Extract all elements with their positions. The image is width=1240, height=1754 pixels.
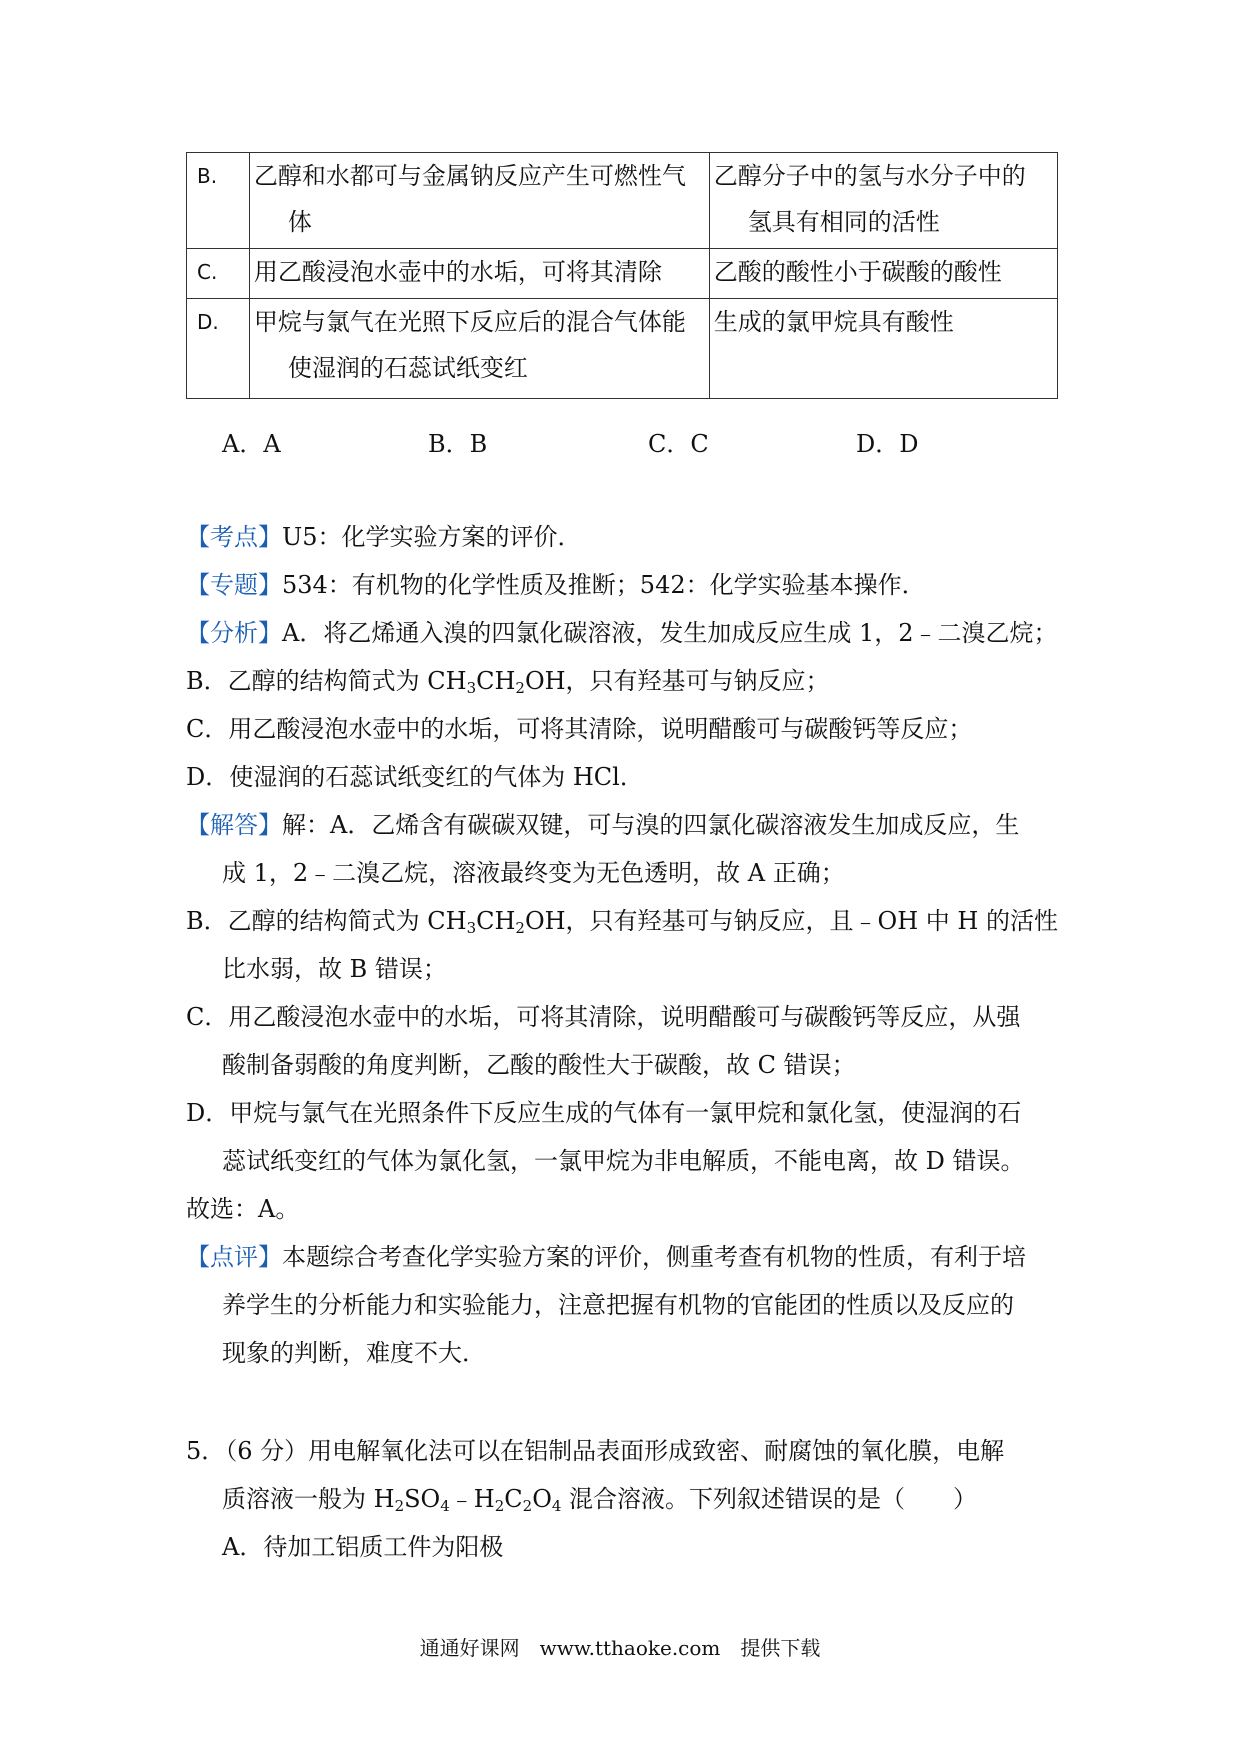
- fenxi-line-c: C．用乙酸浸泡水壶中的水垢，可将其清除，说明醋酸可与碳酸钙等反应；: [186, 715, 973, 743]
- jieda-text: 解：A．乙烯含有碳碳双键，可与溴的四氯化碳溶液发生加成反应，生: [282, 811, 1020, 839]
- subscript: 3: [466, 679, 477, 697]
- jieda-line-8: 蕊试纸变红的气体为氯化氢，一氯甲烷为非电解质，不能电离，故 D 错误。: [222, 1147, 1025, 1175]
- subscript: 2: [494, 1497, 505, 1515]
- fenxi-line-a: [186, 618, 1058, 648]
- text-run: B．乙醇的结构简式为 CH: [186, 907, 467, 935]
- row-label: D.: [187, 299, 250, 399]
- fenxi-text: A．将乙烯通入溴的四氯化碳溶液，发生加成反应生成 1，2﹣二溴乙烷；: [282, 619, 1058, 647]
- zhuanti-line: [186, 570, 926, 600]
- jieda-line-1: [186, 810, 1019, 840]
- text-run: 混合溶液。下列叙述错误的是（ ）: [561, 1485, 978, 1513]
- conclusion-cell: [709, 153, 1057, 249]
- text-run: C: [504, 1485, 523, 1513]
- zhuanti-tag: 【专题】: [186, 571, 282, 599]
- dianping-line-3: 现象的判断，难度不大．: [222, 1339, 486, 1367]
- cell-text: 乙醇分子中的氢与水分子中的: [713, 162, 1026, 190]
- subscript: 2: [515, 679, 525, 697]
- choice-c: C．C: [648, 430, 709, 458]
- subscript: 4: [551, 1497, 562, 1515]
- subscript: 2: [522, 1497, 533, 1515]
- table-row: [187, 299, 1058, 399]
- fenxi-tag: 【分析】: [186, 619, 282, 647]
- cell-text: 乙酸的酸性小于碳酸的酸性: [713, 258, 1002, 286]
- text-run: B．乙醇的结构简式为 CH: [186, 667, 467, 695]
- question-5-option-a: A．待加工铝质工件为阳极: [222, 1533, 504, 1561]
- options-table: [186, 152, 1058, 399]
- text-run: SO: [404, 1485, 441, 1513]
- page-footer: 通通好课网 www.tthaoke.com 提供下载: [419, 1636, 821, 1660]
- phenomenon-cell: [249, 153, 709, 249]
- table-row: [187, 249, 1058, 299]
- choice-b: B．B: [428, 430, 488, 458]
- dianping-line-2: 养学生的分析能力和实验能力，注意把握有机物的官能团的性质以及反应的: [222, 1291, 1014, 1319]
- conclusion-cell: [709, 249, 1057, 299]
- cell-text: 生成的氯甲烷具有酸性: [713, 308, 954, 336]
- table-row: [187, 153, 1058, 249]
- dianping-tag: 【点评】: [186, 1243, 282, 1271]
- text-run: CH: [476, 667, 516, 695]
- subscript: 2: [515, 919, 525, 937]
- jieda-tag: 【解答】: [186, 811, 282, 839]
- phenomenon-cell: [249, 249, 709, 299]
- subscript: 2: [394, 1497, 405, 1515]
- text-run: O: [532, 1485, 552, 1513]
- text-run: CH: [476, 907, 516, 935]
- text-run: OH，只有羟基可与钠反应，且﹣OH 中 H 的活性: [524, 907, 1058, 935]
- subscript: 4: [440, 1497, 450, 1515]
- fenxi-line-b: [186, 666, 830, 696]
- row-label: C.: [187, 249, 250, 299]
- conclusion-cell: [709, 299, 1057, 399]
- zhuanti-text: 534：有机物的化学性质及推断；542：化学实验基本操作．: [282, 571, 926, 599]
- phenomenon-cell: [249, 299, 709, 399]
- jieda-line-3: [186, 906, 1058, 936]
- cell-text: 甲烷与氯气在光照下反应后的混合气体能: [253, 308, 686, 336]
- kaodian-line: [186, 522, 582, 552]
- kaodian-text: U5：化学实验方案的评价．: [282, 523, 582, 551]
- choice-d: D．D: [856, 430, 919, 458]
- dianping-text: 本题综合考查化学实验方案的评价，侧重考查有机物的性质，有利于培: [282, 1243, 1026, 1271]
- cell-text: 体: [287, 208, 312, 236]
- question-5-line-1: 5．（6 分）用电解氧化法可以在铝制品表面形成致密、耐腐蚀的氧化膜，电解: [186, 1437, 1005, 1465]
- text-run: ﹣H: [449, 1485, 495, 1513]
- jieda-line-2: 成 1，2﹣二溴乙烷，溶液最终变为无色透明，故 A 正确；: [222, 859, 845, 887]
- kaodian-tag: 【考点】: [186, 523, 282, 551]
- cell-text: 乙醇和水都可与金属钠反应产生可燃性气: [253, 162, 686, 190]
- cell-text: 用乙酸浸泡水壶中的水垢，可将其清除: [253, 258, 662, 286]
- cell-text: 氢具有相同的活性: [747, 208, 940, 236]
- jieda-line-5: C．用乙酸浸泡水壶中的水垢，可将其清除，说明醋酸可与碳酸钙等反应，从强: [186, 1003, 1021, 1031]
- dianping-line-1: [186, 1242, 1026, 1272]
- fenxi-line-d: D．使湿润的石蕊试纸变红的气体为 HCl．: [186, 763, 644, 791]
- text-run: OH，只有羟基可与钠反应；: [524, 667, 830, 695]
- cell-text: 使湿润的石蕊试纸变红: [287, 354, 528, 382]
- subscript: 3: [466, 919, 477, 937]
- jieda-line-7: D．甲烷与氯气在光照条件下反应生成的气体有一氯甲烷和氯化氢，使湿润的石: [186, 1099, 1022, 1127]
- jieda-line-4: 比水弱，故 B 错误；: [222, 955, 447, 983]
- question-5-line-2: [222, 1484, 977, 1514]
- jieda-line-6: 酸制备弱酸的角度判断，乙酸的酸性大于碳酸，故 C 错误；: [222, 1051, 856, 1079]
- answer-line: 故选：A。: [186, 1195, 300, 1223]
- text-run: 质溶液一般为 H: [222, 1485, 395, 1513]
- row-label: B.: [187, 153, 250, 249]
- choice-a: A．A: [222, 430, 281, 458]
